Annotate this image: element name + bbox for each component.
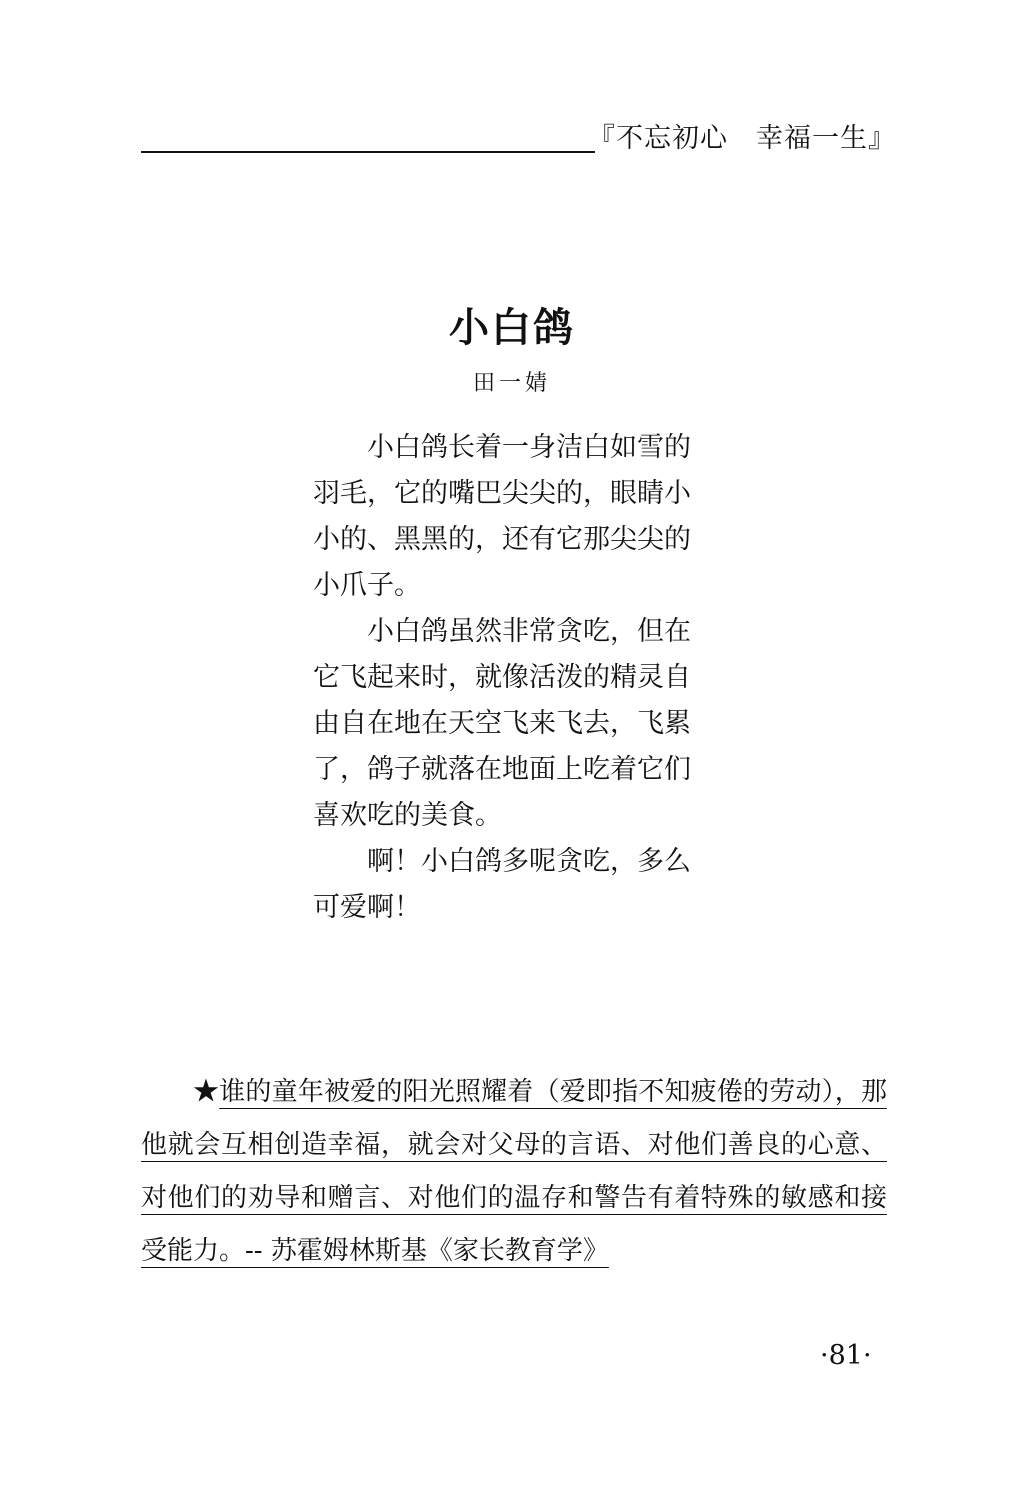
quote-text: 谁的童年被爱的阳光照耀着（爱即指不知疲倦的劳动），那他就会互相创造幸福，就会对父母的言语、对他们善良的心意、对他们的劝导和赠言、对他们的温存和警告有着特殊的敏感和接受能力。-- 苏霍姆林斯基《家长教育学》 [141,1077,887,1266]
star-icon: ★ [193,1077,220,1107]
header-rule [141,151,595,153]
body-paragraph: 小白鸽虽然非常贪吃，但在它飞起来时，就像活泼的精灵自由自在地在天空飞来飞去，飞累了，鸽子就落在地面上吃着它们喜欢吃的美食。 [313,616,691,831]
article-author: 田一婧 [472,371,551,396]
article-title: 小白鸽 [449,304,575,351]
body-paragraph: 啊！小白鸽多呢贪吃，多么可爱啊！ [313,846,691,923]
quote-block [141,1066,887,1278]
running-header: 『不忘初心 幸福一生』 [588,123,896,154]
article-body [313,425,713,931]
page-number: ·81· [820,1340,872,1371]
body-paragraph: 小白鸽长着一身洁白如雪的羽毛，它的嘴巴尖尖的，眼睛小小的、黑黑的，还有它那尖尖的小爪子。 [313,432,691,601]
